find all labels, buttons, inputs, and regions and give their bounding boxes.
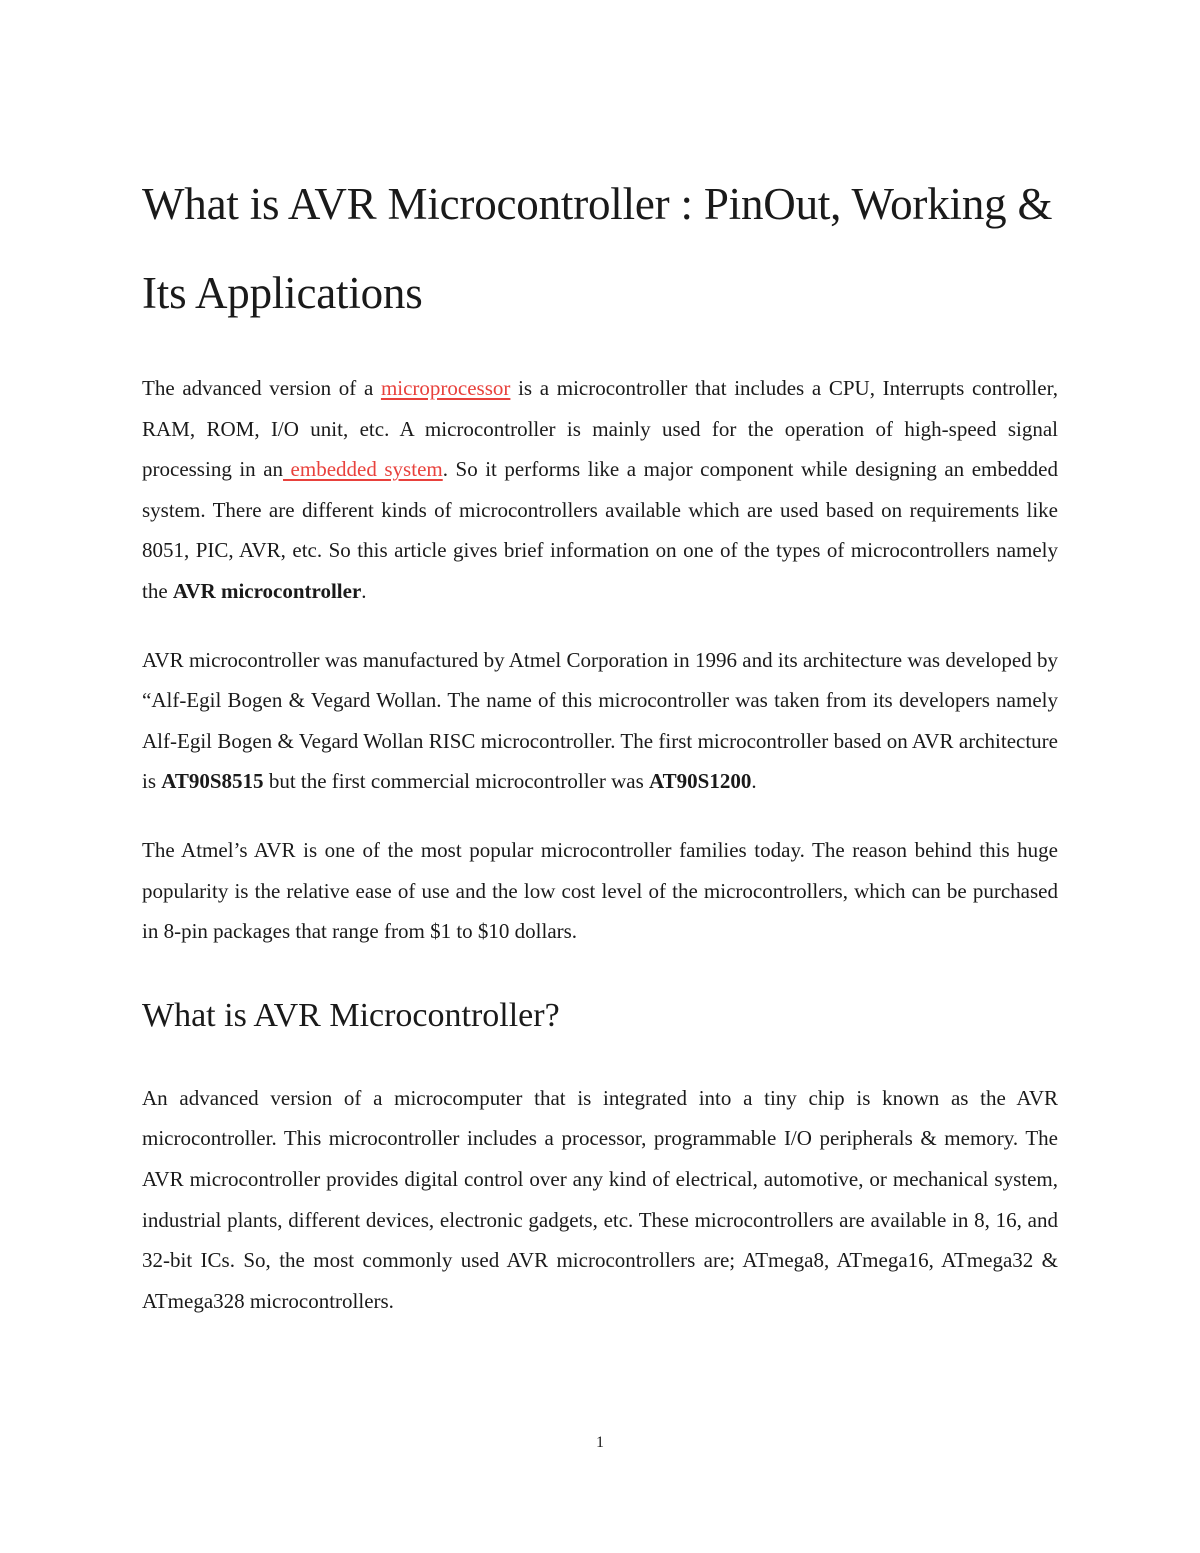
definition-paragraph: An advanced version of a microcomputer that is integrated into a tiny chip is known as the AVR microcontroller. This microcontroller includes a processor, programmable I/O peripherals & memory. The AVR microcontroller provides digital control over any kind of electrical, automotive, or mechanical system, industrial plants, different devices, electronic gadgets, etc. These microcontrollers are available in 8, 16, and 32-bit ICs. So, the most commonly used AVR microcontrollers are; ATmega8, ATmega16, ATmega32 & ATmega328 microcontrollers. <box>142 1085 1058 1313</box>
at90s1200-bold: AT90S1200 <box>649 769 752 794</box>
intro-text-1: The advanced version of a <box>142 376 381 400</box>
history-text-1: AVR microcontroller was manufactured by Atmel Corporation in 1996 and its architecture was developed by “Alf-Egil Bogen & Vegard Wollan. The name of this microcontroller was taken from its developers namely Alf-Egil Bogen & Vegard Wollan RISC microcontroller. The first microcontroller based on AVR architecture is <box>142 647 1058 794</box>
history-paragraph <box>142 640 1058 802</box>
history-text-3: . <box>751 769 757 794</box>
history-text-2: but the first commercial microcontroller was <box>263 769 650 794</box>
popularity-paragraph: The Atmel’s AVR is one of the most popular microcontroller families today. The reason behind this huge popularity is the relative ease of use and the low cost level of the microcontrollers, which can be purchased in 8-pin packages that range from $1 to $10 dollars. <box>142 837 1058 944</box>
intro-paragraph <box>142 368 1058 612</box>
intro-text-2: is a microcontroller that includes a CPU, Interrupts controller, RAM, ROM, I/O unit, etc. A microcontroller is mainly used for the operation of high-speed signal processing in an <box>142 376 1058 482</box>
page-content <box>142 160 1058 1349</box>
at90s8515-bold: AT90S8515 <box>161 769 264 794</box>
section-heading: What is AVR Microcontroller? <box>142 996 560 1034</box>
avr-microcontroller-bold: AVR microcontroller <box>172 578 362 603</box>
microprocessor-link[interactable]: microprocessor <box>380 376 511 400</box>
embedded-system-link[interactable]: embedded system <box>283 457 443 482</box>
intro-text-4: . <box>361 578 367 603</box>
page-number: 1 <box>596 1434 604 1451</box>
page-title: What is AVR Microcontroller : PinOut, Working & Its Applications <box>142 179 1053 318</box>
intro-text-3: . So it performs like a major component while designing an embedded system. There are different kinds of microcontrollers available which are used based on requirements like 8051, PIC, AVR, etc. So this article gives brief information on one of the types of microcontrollers namely the <box>142 457 1058 603</box>
